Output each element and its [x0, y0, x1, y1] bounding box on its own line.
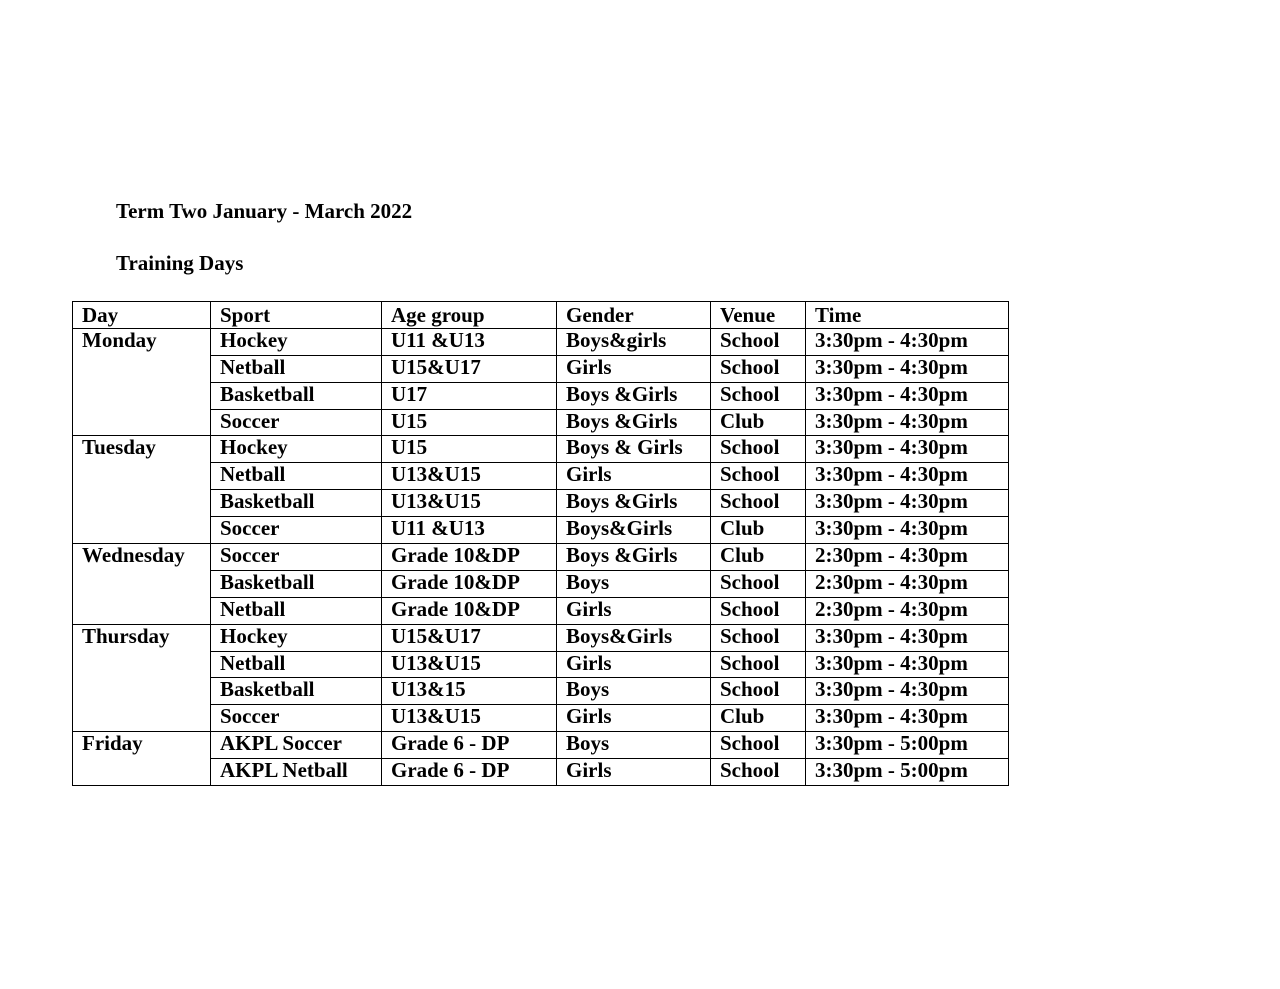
gender-cell: Boys & Girls [557, 436, 711, 463]
age-group-cell: Grade 10&DP [382, 570, 557, 597]
age-group-cell: Grade 6 - DP [382, 732, 557, 759]
venue-cell: School [711, 651, 806, 678]
gender-cell: Boys [557, 570, 711, 597]
day-cell: Tuesday [73, 436, 211, 544]
gender-cell: Girls [557, 651, 711, 678]
gender-cell: Boys &Girls [557, 544, 711, 571]
day-cell: Monday [73, 328, 211, 436]
time-cell: 3:30pm - 4:30pm [806, 624, 1009, 651]
age-group-cell: U17 [382, 382, 557, 409]
gender-cell: Girls [557, 463, 711, 490]
age-group-cell: U11 &U13 [382, 517, 557, 544]
age-group-cell: U15&U17 [382, 355, 557, 382]
sport-cell: Hockey [211, 624, 382, 651]
sport-cell: Netball [211, 651, 382, 678]
age-group-cell: U15 [382, 436, 557, 463]
sport-cell: Basketball [211, 678, 382, 705]
venue-cell: School [711, 759, 806, 786]
table-row [73, 517, 1009, 544]
gender-cell: Girls [557, 759, 711, 786]
time-cell: 2:30pm - 4:30pm [806, 597, 1009, 624]
time-cell: 2:30pm - 4:30pm [806, 570, 1009, 597]
venue-cell: School [711, 436, 806, 463]
time-cell: 3:30pm - 5:00pm [806, 759, 1009, 786]
age-group-cell: U11 &U13 [382, 328, 557, 355]
table-body [73, 302, 1009, 786]
age-group-cell: U13&U15 [382, 705, 557, 732]
age-group-cell: Grade 6 - DP [382, 759, 557, 786]
venue-cell: School [711, 382, 806, 409]
table-row [73, 732, 1009, 759]
age-group-cell: Grade 10&DP [382, 544, 557, 571]
table-row [73, 759, 1009, 786]
day-cell: Wednesday [73, 544, 211, 625]
time-cell: 3:30pm - 4:30pm [806, 463, 1009, 490]
table-row [73, 409, 1009, 436]
header-time: Time [806, 302, 1009, 329]
venue-cell: School [711, 328, 806, 355]
venue-cell: School [711, 490, 806, 517]
gender-cell: Girls [557, 355, 711, 382]
sport-cell: Netball [211, 597, 382, 624]
venue-cell: Club [711, 705, 806, 732]
venue-cell: School [711, 355, 806, 382]
venue-cell: School [711, 597, 806, 624]
age-group-cell: U15 [382, 409, 557, 436]
time-cell: 3:30pm - 4:30pm [806, 490, 1009, 517]
time-cell: 3:30pm - 4:30pm [806, 355, 1009, 382]
gender-cell: Boys&Girls [557, 517, 711, 544]
time-cell: 3:30pm - 4:30pm [806, 517, 1009, 544]
table-header-row [73, 302, 1009, 329]
sport-cell: AKPL Soccer [211, 732, 382, 759]
time-cell: 3:30pm - 4:30pm [806, 436, 1009, 463]
age-group-cell: U13&15 [382, 678, 557, 705]
gender-cell: Boys&Girls [557, 624, 711, 651]
gender-cell: Boys [557, 732, 711, 759]
header-age-group: Age group [382, 302, 557, 329]
table-row [73, 436, 1009, 463]
sport-cell: Netball [211, 463, 382, 490]
sport-cell: Netball [211, 355, 382, 382]
table-row [73, 382, 1009, 409]
table-row [73, 490, 1009, 517]
time-cell: 3:30pm - 4:30pm [806, 409, 1009, 436]
time-cell: 3:30pm - 5:00pm [806, 732, 1009, 759]
age-group-cell: U13&U15 [382, 651, 557, 678]
table-row [73, 624, 1009, 651]
gender-cell: Boys&girls [557, 328, 711, 355]
table-row [73, 463, 1009, 490]
venue-cell: Club [711, 409, 806, 436]
table-row [73, 597, 1009, 624]
time-cell: 3:30pm - 4:30pm [806, 678, 1009, 705]
gender-cell: Boys &Girls [557, 490, 711, 517]
header-venue: Venue [711, 302, 806, 329]
time-cell: 3:30pm - 4:30pm [806, 705, 1009, 732]
venue-cell: Club [711, 544, 806, 571]
header-gender: Gender [557, 302, 711, 329]
training-schedule-table [72, 301, 1009, 786]
sport-cell: Soccer [211, 705, 382, 732]
time-cell: 3:30pm - 4:30pm [806, 651, 1009, 678]
sport-cell: Soccer [211, 544, 382, 571]
table-row [73, 651, 1009, 678]
header-day: Day [73, 302, 211, 329]
sport-cell: Hockey [211, 436, 382, 463]
age-group-cell: Grade 10&DP [382, 597, 557, 624]
gender-cell: Girls [557, 597, 711, 624]
sport-cell: Basketball [211, 490, 382, 517]
sport-cell: Basketball [211, 382, 382, 409]
table-row [73, 544, 1009, 571]
gender-cell: Girls [557, 705, 711, 732]
venue-cell: Club [711, 517, 806, 544]
table-row [73, 355, 1009, 382]
day-cell: Friday [73, 732, 211, 786]
gender-cell: Boys &Girls [557, 382, 711, 409]
age-group-cell: U13&U15 [382, 463, 557, 490]
header-sport: Sport [211, 302, 382, 329]
venue-cell: School [711, 463, 806, 490]
venue-cell: School [711, 570, 806, 597]
sport-cell: Soccer [211, 517, 382, 544]
table-row [73, 328, 1009, 355]
age-group-cell: U15&U17 [382, 624, 557, 651]
sport-cell: Hockey [211, 328, 382, 355]
gender-cell: Boys &Girls [557, 409, 711, 436]
section-heading: Training Days [116, 251, 244, 275]
sport-cell: Soccer [211, 409, 382, 436]
day-cell: Thursday [73, 624, 211, 732]
table-row [73, 705, 1009, 732]
venue-cell: School [711, 678, 806, 705]
venue-cell: School [711, 732, 806, 759]
time-cell: 2:30pm - 4:30pm [806, 544, 1009, 571]
time-cell: 3:30pm - 4:30pm [806, 382, 1009, 409]
sport-cell: AKPL Netball [211, 759, 382, 786]
venue-cell: School [711, 624, 806, 651]
table-row [73, 678, 1009, 705]
document-title: Term Two January - March 2022 [116, 199, 413, 223]
time-cell: 3:30pm - 4:30pm [806, 328, 1009, 355]
gender-cell: Boys [557, 678, 711, 705]
age-group-cell: U13&U15 [382, 490, 557, 517]
sport-cell: Basketball [211, 570, 382, 597]
table-row [73, 570, 1009, 597]
